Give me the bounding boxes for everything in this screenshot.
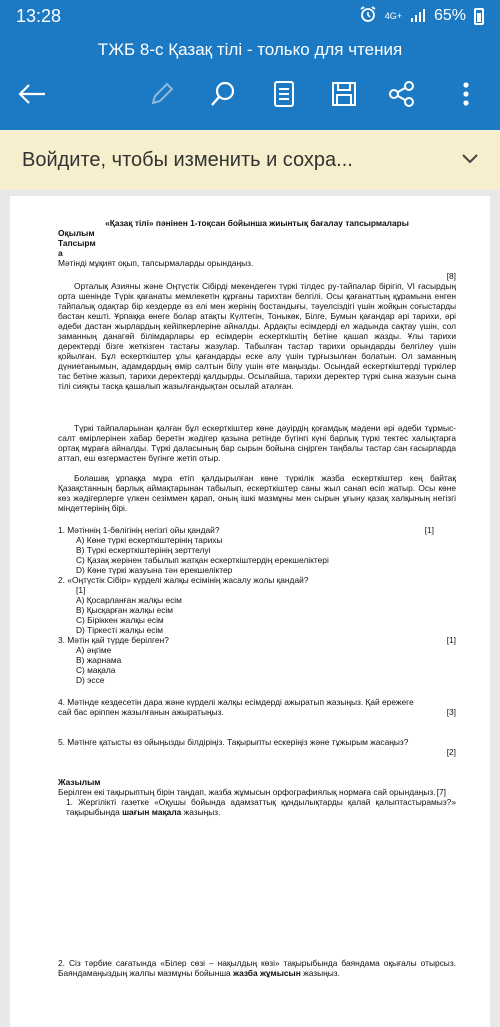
question-3-option: A) әңгіме	[76, 645, 112, 655]
document-body	[58, 218, 456, 817]
document-page	[10, 196, 490, 1016]
share-icon	[388, 80, 416, 108]
arrow-left-icon	[17, 82, 47, 106]
reading-instruction: Мәтінді мұқият оқып, тапсырмаларды орындаңыз.	[58, 258, 254, 268]
status-icons	[359, 5, 484, 27]
sign-in-banner-text: Войдите, чтобы изменить и сохра...	[22, 148, 353, 171]
question-1-option: A) Көне түркі ескерткіштерінің тарихы	[76, 535, 223, 545]
question-2-option: B) Қысқарған жалқы есім	[76, 605, 174, 615]
writing-instruction: Берілген екі тақырыптың бірін таңдап, жазба жұмысын орфографиялық нормаға сай орындаңыз.	[58, 787, 436, 797]
question-5-score: [2]	[446, 747, 456, 757]
save-button[interactable]	[326, 76, 362, 112]
sign-in-banner[interactable]	[0, 130, 500, 190]
question-5	[58, 737, 456, 757]
paragraph-3: Болашақ ұрпаққа мұра етіп қалдырылған көне түркілік жазба ескерткіштер кең байтақ Қазақстанның барлық аймақтарынан табылып, ескерткіштер саны жыл санап өсіп жатыр. Осы көне көз жәдігерлерге үлкен сезіммен қарап, оның ішкі мазмұны мен сырын ұғыну қазақ халқының негізгі міндеттерінің бірі.	[58, 473, 456, 513]
document-body-2	[58, 958, 456, 978]
pencil-icon	[149, 81, 175, 107]
reading-view-button[interactable]	[266, 76, 302, 112]
question-1-option: D) Көне түркі жазуына тән ерекшеліктер	[76, 565, 233, 575]
battery-percent: 65%	[433, 7, 466, 24]
question-4	[58, 697, 456, 717]
alarm-icon	[359, 5, 377, 27]
writing-task-1: 1. Жергілікті газетке «Оқушы бойында адамзаттық құндылықтарды қалай қалыптастырамыз?» тақырыбында шағын мақала жазыңыз.	[66, 797, 456, 817]
writing-task-2: 2. Сіз тәрбие сағатында «Білер сөзі – нақылдың көзі» тақырыбында баяндама оқығалы отырсыз. Баяндамаңыздың жалпы мазмұны бойынша жазба жұмысын жазыңыз.	[58, 958, 456, 978]
more-vertical-icon	[462, 81, 470, 107]
question-3-text: 3. Мәтін қай түрде берілген?	[58, 635, 169, 645]
section-reading: Оқылым	[58, 228, 95, 238]
question-1-text: 1. Мәтіннің 1-бөлігінің негізгі ойы қандай?	[58, 525, 220, 535]
question-2-option: A) Қосарланған жалқы есім	[76, 595, 182, 605]
search-button[interactable]	[205, 76, 241, 112]
status-bar	[0, 0, 500, 32]
question-2	[58, 575, 456, 635]
reading-score: [8]	[446, 271, 456, 281]
question-3-option: C) мақала	[76, 665, 116, 675]
question-3-score: [1]	[446, 635, 456, 645]
question-1-option: B) Түркі ескерткіштерінің зерттелуі	[76, 545, 211, 555]
question-2-option: D) Тіркесті жалқы есім	[76, 625, 164, 635]
question-4-score: [3]	[446, 707, 456, 717]
share-button[interactable]	[384, 76, 420, 112]
paragraph-2: Түркі тайпаларынан қалған бұл ескерткіштер көне дәуірдің қоғамдық мәдени әрі әдеби тұрмыс-салт өмірлерінен хабар беретін жәдігер қазына ретінде бүгінгі күні барлық түркі тектес халықтарға ортақ мұраға айналды. Түркі даласының бар сырын бойына сіңірген таңбалы тастар сан ғасырларда аттап, еш өзгермастен бүгінге жетіп отыр.	[58, 423, 456, 463]
chevron-down-icon[interactable]	[462, 151, 478, 169]
question-3	[58, 635, 456, 685]
battery-icon	[474, 8, 484, 25]
task-label-cont: а	[58, 248, 63, 258]
question-3-option: B) жарнама	[76, 655, 122, 665]
back-button[interactable]	[14, 76, 50, 112]
search-icon	[209, 80, 237, 108]
paragraph-1: Орталық Азияны және Оңтүстік Сібірді мекендеген түркі тілдес ру-тайпалар бірігіп, VI ғасырдың орта шенінде Түрік қағанаты мемлекетін құрғаны тарихтан белгілі. Осы қағанаттың құрамына енген тайпалық одақтар бір кездерде өз елі мен жерінің бостандығы, тәуелсіздігі үшін жойқын соғыстарды бастан кешті. Ұрпаққа өнеге болар атақты Күлтегін, Тоныкөк, Білге, Бумын қағандар әрі тарихи, әрі әдеби дастан жырлардың кейіпкерлеріне айналды. Ардақты есімдерді ел жадында сақтау үшін, сол заманның данагөй білімдарлары ер есімдерін ескерткіштің бетіне қашап жазды. Ұлы тарихи деректерді бізге жеткізген тастағы жазулар. Табылған тастар тарихи орындарды белгілеу үшін қойылған. Бұл ескерткіштер ұлы қағандарды еске алу үшін тұрғызылған болатын. Ол заманның дүниетанымын, адамдардың өмір салтын білу үшін өте маңызды. Осындай ескерткіштерді түркілер тас бетіне жазып, тарихи деректерді қалдырды. Осылайша, тарихи деректер түркі сына жазуын сына тілі сияқты тасқа қашалып жазылғандықтан осылай аталған.	[58, 281, 456, 391]
question-2-text: 2. «Оңтүстік Сібір» күрделі жалқы есімінің жасалу жолы қандай?	[58, 575, 309, 585]
question-2-score: [1]	[76, 585, 86, 595]
question-4-text: 4. Мәтінде кездесетін дара және күрделі жалқы есімдерді ажыратып жазыңыз. Қай ережеге сай бас әріппен жазылғанын ажыратыңыз.	[58, 697, 414, 717]
task-label: Тапсырм	[58, 238, 96, 248]
document-view-icon	[273, 80, 295, 108]
writing-score: [7]	[436, 787, 446, 797]
document-title: ТЖБ 8-с Қазақ тілі - только для чтения	[97, 40, 403, 59]
section-writing: Жазылым	[58, 777, 101, 787]
question-5-text: 5. Мәтінге қатысты өз ойыңызды білдіріңіз. Тақырыпты ескеріңіз және тұжырым жасаңыз?	[58, 737, 409, 747]
app-bar	[0, 32, 500, 130]
document-heading: «Қазақ тілі» пәнінен 1-тоқсан бойынша жиынтық бағалау тапсырмалары	[105, 218, 409, 228]
writing-section	[58, 777, 456, 817]
document-page-2	[10, 928, 490, 1027]
question-3-option: D) эссе	[76, 675, 105, 685]
question-1-score: [1]	[424, 525, 434, 535]
signal-icon	[410, 8, 426, 25]
edit-button[interactable]	[144, 76, 180, 112]
more-options-button[interactable]	[448, 76, 484, 112]
status-time: 13:28	[16, 5, 62, 26]
network-indicator: 4G+	[384, 10, 402, 21]
question-1-option: C) Қазақ жерінен табылып жатқан ескерткіштердің ерекшеліктері	[76, 555, 329, 565]
save-icon	[331, 81, 357, 107]
question-1	[58, 525, 456, 575]
question-2-option: C) Біріккен жалқы есім	[76, 615, 164, 625]
toolbar	[0, 76, 500, 112]
